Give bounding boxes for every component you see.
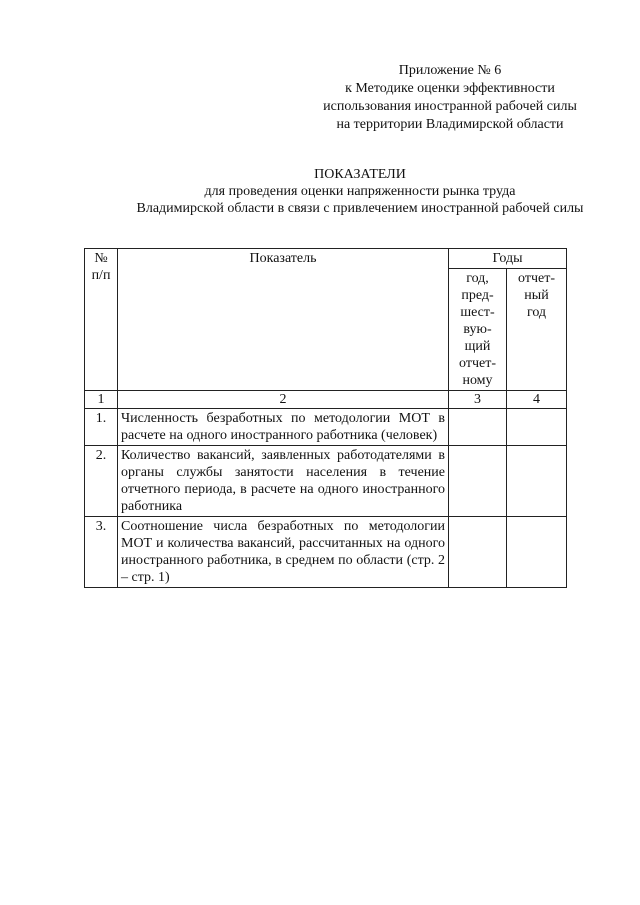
header-years: Годы bbox=[449, 249, 567, 269]
row-number: 3. bbox=[85, 517, 118, 588]
indicators-table bbox=[84, 248, 567, 588]
row-report-value bbox=[507, 409, 567, 446]
row-number: 1. bbox=[85, 409, 118, 446]
header-line: год, bbox=[466, 271, 489, 286]
row-indicator: Численность безработных по методологии МОТ в расчете на одного иностранного работника (человек) bbox=[118, 409, 449, 446]
header-line: шест- bbox=[460, 305, 495, 320]
column-index-row bbox=[85, 391, 567, 409]
row-indicator: Количество вакансий, заявленных работодателями в органы службы занятости населения в течение отчетного периода, в расчете на одного иностранного работника bbox=[118, 446, 449, 517]
appendix-line: к Методике оценки эффективности bbox=[345, 81, 555, 96]
column-index: 2 bbox=[118, 391, 449, 409]
title-heading: ПОКАЗАТЕЛИ bbox=[314, 167, 406, 182]
header-line: год bbox=[526, 305, 547, 320]
row-prev-value bbox=[449, 446, 507, 517]
header-line: ному bbox=[462, 373, 493, 388]
header-indicator: Показатель bbox=[118, 249, 449, 391]
header-report-year bbox=[507, 269, 567, 391]
header-line: отчет- bbox=[518, 271, 555, 286]
table-row bbox=[85, 446, 567, 517]
row-prev-value bbox=[449, 409, 507, 446]
table-header-row bbox=[85, 249, 567, 269]
header-line: вую- bbox=[463, 322, 492, 337]
column-index: 3 bbox=[449, 391, 507, 409]
header-num-line: п/п bbox=[91, 268, 111, 283]
header-prev-year bbox=[449, 269, 507, 391]
column-index: 1 bbox=[85, 391, 118, 409]
row-report-value bbox=[507, 446, 567, 517]
column-index: 4 bbox=[507, 391, 567, 409]
header-line: пред- bbox=[461, 288, 494, 303]
header-num bbox=[85, 249, 118, 391]
document-title bbox=[90, 166, 630, 217]
appendix-line: на территории Владимирской области bbox=[336, 117, 564, 132]
appendix-note bbox=[300, 62, 600, 134]
row-number: 2. bbox=[85, 446, 118, 517]
row-prev-value bbox=[449, 517, 507, 588]
row-indicator: Соотношение числа безработных по методологии МОТ и количества вакансий, рассчитанных на одного иностранного работника, в среднем по области (стр. 2 – стр. 1) bbox=[118, 517, 449, 588]
table-row bbox=[85, 517, 567, 588]
title-line: для проведения оценки напряженности рынка труда bbox=[204, 184, 516, 199]
row-report-value bbox=[507, 517, 567, 588]
appendix-line: Приложение № 6 bbox=[398, 63, 502, 78]
title-line: Владимирской области в связи с привлечением иностранной рабочей силы bbox=[136, 201, 584, 216]
appendix-line: использования иностранной рабочей силы bbox=[323, 99, 577, 114]
header-num-line: № bbox=[94, 251, 108, 266]
header-line: щий bbox=[464, 339, 491, 354]
header-line: отчет- bbox=[459, 356, 496, 371]
table-row bbox=[85, 409, 567, 446]
header-line: ный bbox=[524, 288, 549, 303]
